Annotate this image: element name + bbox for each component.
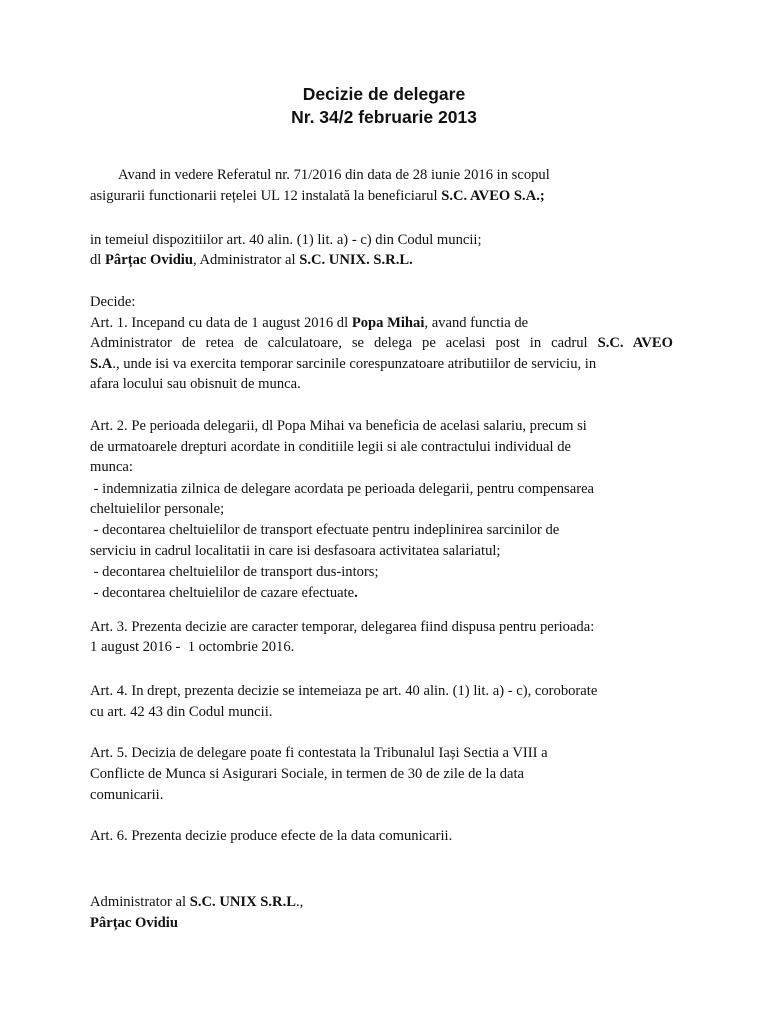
list-item-continuation: serviciu in cadrul localitatii in care isi desfasoara activitatea salariatul; (90, 543, 501, 559)
article-line: Art. 3. Prezenta decizie are caracter temporar, delegarea fiind dispusa pentru perioada: (90, 619, 595, 635)
article-line (90, 333, 673, 353)
decide-label: Decide: (90, 294, 136, 310)
article-line: afara locului sau obisnuit de munca. (90, 376, 301, 392)
preamble-line: Avand in vedere Referatul nr. 71/2016 din data de 28 iunie 2016 in scopul (118, 167, 550, 183)
beneficiary-company: S.C. AVEO S.A.; (441, 188, 545, 204)
article-line: Art. 5. Decizia de delegare poate fi contestata la Tribunalul Iași Sectia a VIII a (90, 745, 548, 761)
article-text: ., unde isi va exercita temporar sarcinile corespunzatoare atributiilor de serviciu, in (112, 356, 597, 372)
document-title: Decizie de delegare (302, 84, 466, 104)
list-item-text: - decontarea cheltuielilor de cazare efectuate (90, 585, 355, 601)
article-text: Art. 1. Incepand cu data de 1 august 2016 dl (90, 315, 349, 331)
administrator-line (90, 250, 413, 270)
administrator-role: , Administrator al (192, 252, 296, 268)
article-line: cu art. 42 43 din Codul muncii. (90, 704, 273, 720)
signature-role-line (90, 892, 303, 912)
article-line: comunicarii. (90, 787, 164, 803)
list-item (90, 583, 358, 603)
employee-name: Popa Mihai (351, 315, 425, 331)
employer-company: S.C. UNIX. S.R.L. (299, 252, 413, 268)
signature-name (90, 913, 178, 933)
article-text: Administrator de retea de calculatoare, se delega pe acelasi post in cadrul (90, 335, 588, 351)
preamble-line (90, 186, 545, 206)
list-item: - indemnizatia zilnica de delegare acordata pe perioada delegarii, pentru compensarea (90, 481, 595, 497)
legal-basis-line: in temeiul dispozitiilor art. 40 alin. (1) lit. a) - c) din Codul muncii; (90, 232, 482, 248)
article-line: de urmatoarele drepturi acordate in conditiile legii si ale contractului individual de (90, 439, 572, 455)
list-item: - decontarea cheltuielilor de transport dus-intors; (90, 564, 379, 580)
administrator-name: Pârțac Ovidiu (105, 252, 193, 268)
article-text: , avand functia de (424, 315, 529, 331)
list-item-end: . (354, 585, 358, 601)
title-prefix: dl (90, 252, 102, 268)
company-name: S.C. AVEO (597, 335, 674, 351)
article-line (90, 354, 596, 374)
signature-role: Administrator al (90, 894, 187, 910)
article-line (90, 313, 528, 333)
article-line: Conflicte de Munca si Asigurari Sociale, in termen de 30 de zile de la data (90, 766, 525, 782)
list-item: - decontarea cheltuielilor de transport efectuate pentru indeplinirea sarcinilor de (90, 522, 560, 538)
signature-company: S.C. UNIX S.R.L (189, 894, 296, 910)
preamble-text: asigurarii functionarii rețelei UL 12 instalată la beneficiarul (90, 188, 438, 204)
article-line: Art. 2. Pe perioada delegarii, dl Popa Mihai va beneficia de acelasi salariu, precum si (90, 418, 587, 434)
company-name: S.A (90, 356, 113, 372)
article-line: Art. 4. In drept, prezenta decizie se intemeiaza pe art. 40 alin. (1) lit. a) - c), coroborate (90, 683, 598, 699)
signature-punctuation: ., (295, 894, 304, 910)
article-line: Art. 6. Prezenta decizie produce efecte de la data comunicarii. (90, 828, 453, 844)
list-item-continuation: cheltuielilor personale; (90, 501, 225, 517)
document-number: Nr. 34/2 februarie 2013 (291, 107, 477, 127)
article-line: munca: (90, 459, 133, 475)
signatory-name: Pârțac Ovidiu (90, 915, 178, 931)
article-line: 1 august 2016 - 1 octombrie 2016. (90, 639, 295, 655)
